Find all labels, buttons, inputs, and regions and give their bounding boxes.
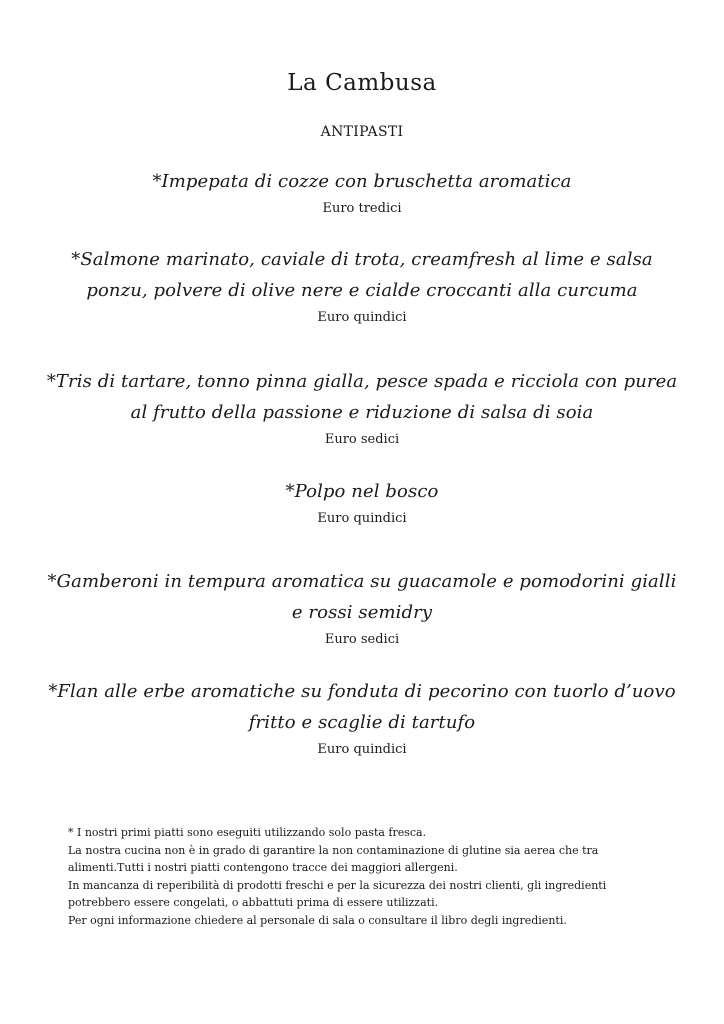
dish-item — [40, 676, 684, 760]
dish-name: *Salmone marinato, caviale di trota, creamfresh al lime e salsa ponzu, polvere di olive nere e cialde croccanti alla curcuma — [71, 249, 653, 301]
dish-item — [40, 166, 684, 219]
footnote-line: * I nostri primi piatti sono eseguiti utilizzando solo pasta fresca. — [68, 826, 427, 839]
dish-name: *Gamberoni in tempura aromatica su guacamole e pomodorini gialli e rossi semidry — [47, 571, 677, 623]
dish-name: *Flan alle erbe aromatiche su fonduta di pecorino con tuorlo d’uovo fritto e scaglie di tartufo — [48, 681, 676, 733]
dish-price: Euro tredici — [322, 201, 402, 216]
dish-name: *Tris di tartare, tonno pinna gialla, pesce spada e ricciola con purea al frutto della passione e riduzione di salsa di soia — [46, 371, 678, 423]
footnotes — [68, 824, 668, 929]
footnote-line: alimenti.Tutti i nostri piatti contengono tracce dei maggiori allergeni. — [68, 861, 458, 874]
footnote-line: La nostra cucina non è in grado di garantire la non contaminazione di glutine sia aerea che tra — [68, 843, 599, 857]
dish-item — [40, 476, 684, 529]
dish-price: Euro quindici — [317, 310, 407, 325]
dish-price: Euro sedici — [324, 632, 400, 647]
dish-name: *Impepata di cozze con bruschetta aromatica — [152, 171, 572, 192]
footnote-line: In mancanza di reperibilità di prodotti freschi e per la sicurezza dei nostri clienti, gli ingredienti — [68, 878, 607, 892]
dish-price: Euro quindici — [317, 511, 407, 526]
section-title: ANTIPASTI — [320, 124, 404, 140]
footnote-line: Per ogni informazione chiedere al personale di sala o consultare il libro degli ingredienti. — [68, 913, 567, 927]
dish-price: Euro sedici — [324, 432, 400, 447]
dish-item — [40, 244, 684, 328]
footnote-line: potrebbero essere congelati, o abbattuti prima di essere utilizzati. — [68, 896, 439, 909]
dish-item — [40, 366, 684, 450]
dish-price: Euro quindici — [317, 742, 407, 757]
dish-item — [40, 566, 684, 650]
restaurant-name: La Cambusa — [287, 70, 437, 96]
dish-name: *Polpo nel bosco — [285, 481, 439, 502]
